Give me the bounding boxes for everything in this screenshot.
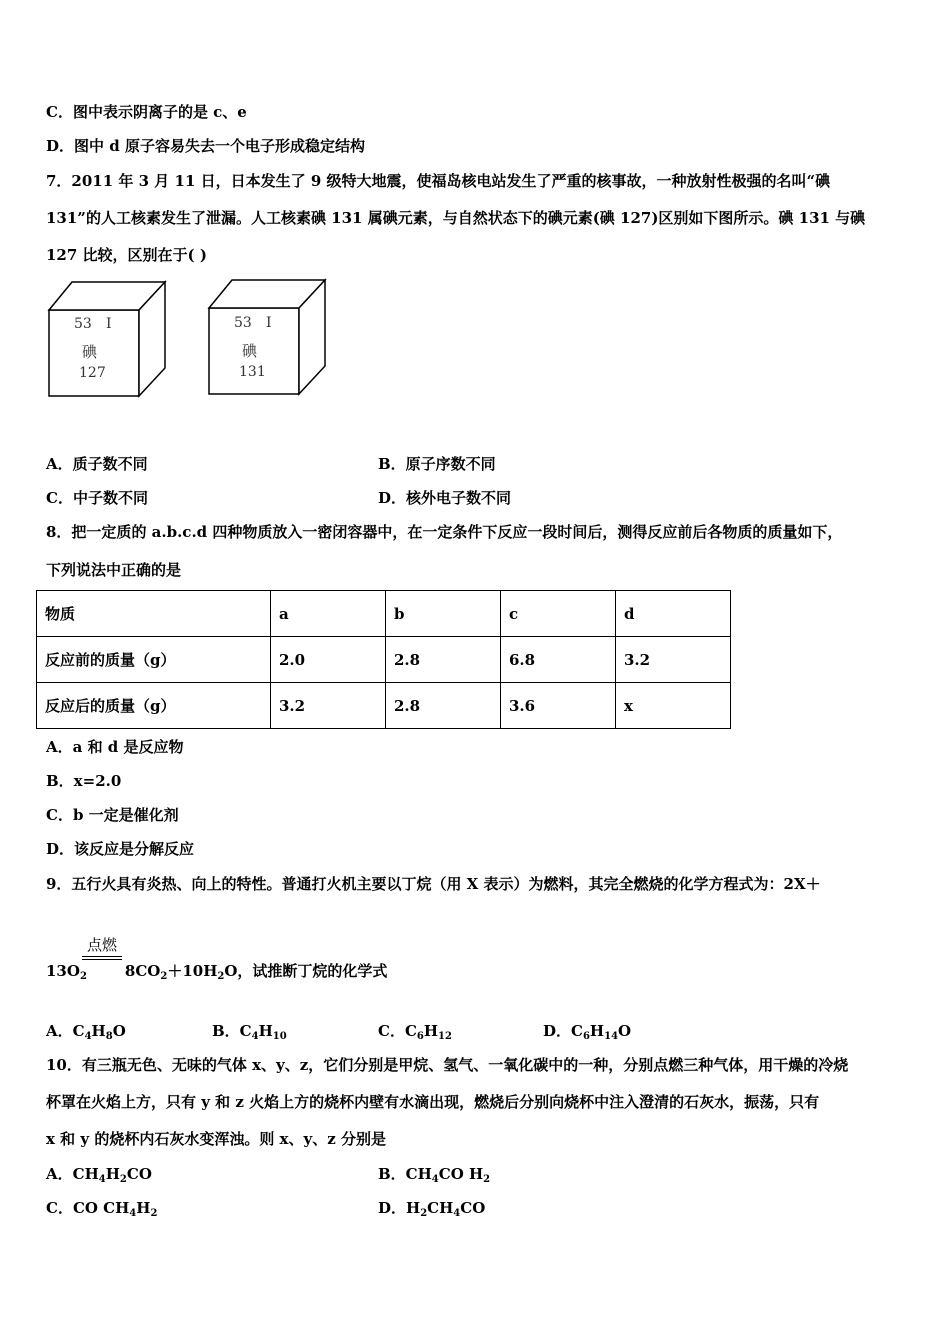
- q10-option-b: B．$CH_4CO$ $H_2$: [378, 1165, 491, 1185]
- cube-drawing: [46, 280, 168, 400]
- q10-option-c: C．CO $CH_4H_2$: [46, 1199, 158, 1219]
- element-symbol: I: [106, 316, 112, 332]
- table-cell: a: [271, 591, 386, 637]
- equals-bar-top: [82, 956, 122, 957]
- q7-stem-line1: 7．2011 年 3 月 11 日，日本发生了 9 级特大地震，使福岛核电站发生了严重的核事故，一种放射性极强的名叫“碘: [46, 172, 831, 190]
- q7-option-b: B．原子序数不同: [378, 455, 496, 473]
- table-header-row: [37, 591, 731, 637]
- iodine-131-box: [206, 278, 328, 398]
- q10-stem-line3: x 和 y 的烧杯内石灰水变浑浊。则 x、y、z 分别是: [46, 1130, 386, 1148]
- table-cell: 反应后的质量（g）: [37, 683, 271, 729]
- table-cell: 2.8: [386, 683, 501, 729]
- element-name: 碘: [82, 343, 98, 361]
- q9-stem-line1: 9．五行火具有炎热、向上的特性。普通打火机主要以丁烷（用 X 表示）为燃料，其完全燃烧的化学方程式为：2X＋: [46, 875, 821, 893]
- q6-option-d: D．图中 d 原子容易失去一个电子形成稳定结构: [46, 137, 365, 155]
- q8-option-c: C．b 一定是催化剂: [46, 806, 179, 824]
- cube-drawing: [206, 278, 328, 398]
- table-cell: c: [501, 591, 616, 637]
- q7-option-a: A．质子数不同: [46, 455, 148, 473]
- table-cell: 2.8: [386, 637, 501, 683]
- eq-r2-sub: 2: [217, 971, 225, 982]
- eq-left: 13O: [46, 962, 80, 980]
- q8-option-d: D．该反应是分解反应: [46, 840, 195, 858]
- q8-option-a: A．a 和 d 是反应物: [46, 738, 184, 756]
- q8-stem-line1: 8．把一定质的 a.b.c.d 四种物质放入一密闭容器中，在一定条件下反应一段时间后，测得反应前后各物质的质量如下，: [46, 523, 843, 541]
- q8-option-b: B．x=2.0: [46, 772, 122, 790]
- table-row: [37, 637, 731, 683]
- q7-option-c: C．中子数不同: [46, 489, 148, 507]
- table-row: [37, 683, 731, 729]
- q10-stem-line1: 10．有三瓶无色、无味的气体 x、y、z，它们分别是甲烷、氢气、一氧化碳中的一种，分别点燃三种气体，用干燥的冷烧: [46, 1056, 849, 1074]
- q10-option-a: A．$CH_4H_2CO$: [46, 1165, 152, 1185]
- element-symbol: I: [266, 315, 272, 331]
- mass-table: [36, 590, 731, 729]
- atomic-number: 53: [234, 315, 252, 331]
- table-cell: x: [616, 683, 731, 729]
- eq-r1: 8CO: [124, 962, 161, 980]
- table-cell: 3.6: [501, 683, 616, 729]
- reaction-condition: 点燃: [86, 936, 117, 954]
- q7-stem-line2: 131”的人工核素发生了泄漏。人工核素碘 131 属碘元素，与自然状态下的碘元素(碘 127)区别如下图所示。碘 131 与碘: [46, 209, 866, 227]
- eq-r3: O，试推断丁烷的化学式: [224, 962, 388, 980]
- atomic-number: 53: [74, 316, 92, 332]
- table-cell: 反应前的质量（g）: [37, 637, 271, 683]
- mass-number: 127: [79, 365, 106, 381]
- eq-r2: ＋10H: [167, 962, 218, 980]
- iodine-127-box: [46, 280, 168, 400]
- q10-option-d: D．$H_2CH_4CO$: [378, 1199, 486, 1219]
- mass-number: 131: [239, 364, 266, 380]
- table-cell: 物质: [37, 591, 271, 637]
- q6-option-c: C．图中表示阴离子的是 c、e: [46, 103, 247, 121]
- q9-option-b: B．$C_4H_{10}$: [212, 1022, 287, 1042]
- table-cell: d: [616, 591, 731, 637]
- q9-option-a: A．$C_4H_8O$: [46, 1022, 126, 1042]
- q9-option-c: C．$C_6H_{12}$: [378, 1022, 452, 1042]
- eq-r1-sub: 2: [160, 971, 168, 982]
- element-name: 碘: [242, 342, 258, 360]
- table-cell: 2.0: [271, 637, 386, 683]
- table-cell: 3.2: [616, 637, 731, 683]
- q9-equation: [46, 961, 387, 981]
- eq-left-sub: 2: [79, 971, 87, 982]
- table-cell: 3.2: [271, 683, 386, 729]
- q8-stem-line2: 下列说法中正确的是: [46, 561, 182, 579]
- table-cell: 6.8: [501, 637, 616, 683]
- q10-stem-line2: 杯罩在火焰上方，只有 y 和 z 火焰上方的烧杯内壁有水滴出现，燃烧后分别向烧杯中注入澄清的石灰水，振荡，只有: [46, 1093, 820, 1111]
- equals-bar-bottom: [82, 959, 122, 960]
- q9-option-d: D．$C_6H_{14}O$: [543, 1022, 632, 1042]
- q7-stem-line3: 127 比较，区别在于( ): [46, 246, 207, 264]
- q7-option-d: D．核外电子数不同: [378, 489, 512, 507]
- table-cell: b: [386, 591, 501, 637]
